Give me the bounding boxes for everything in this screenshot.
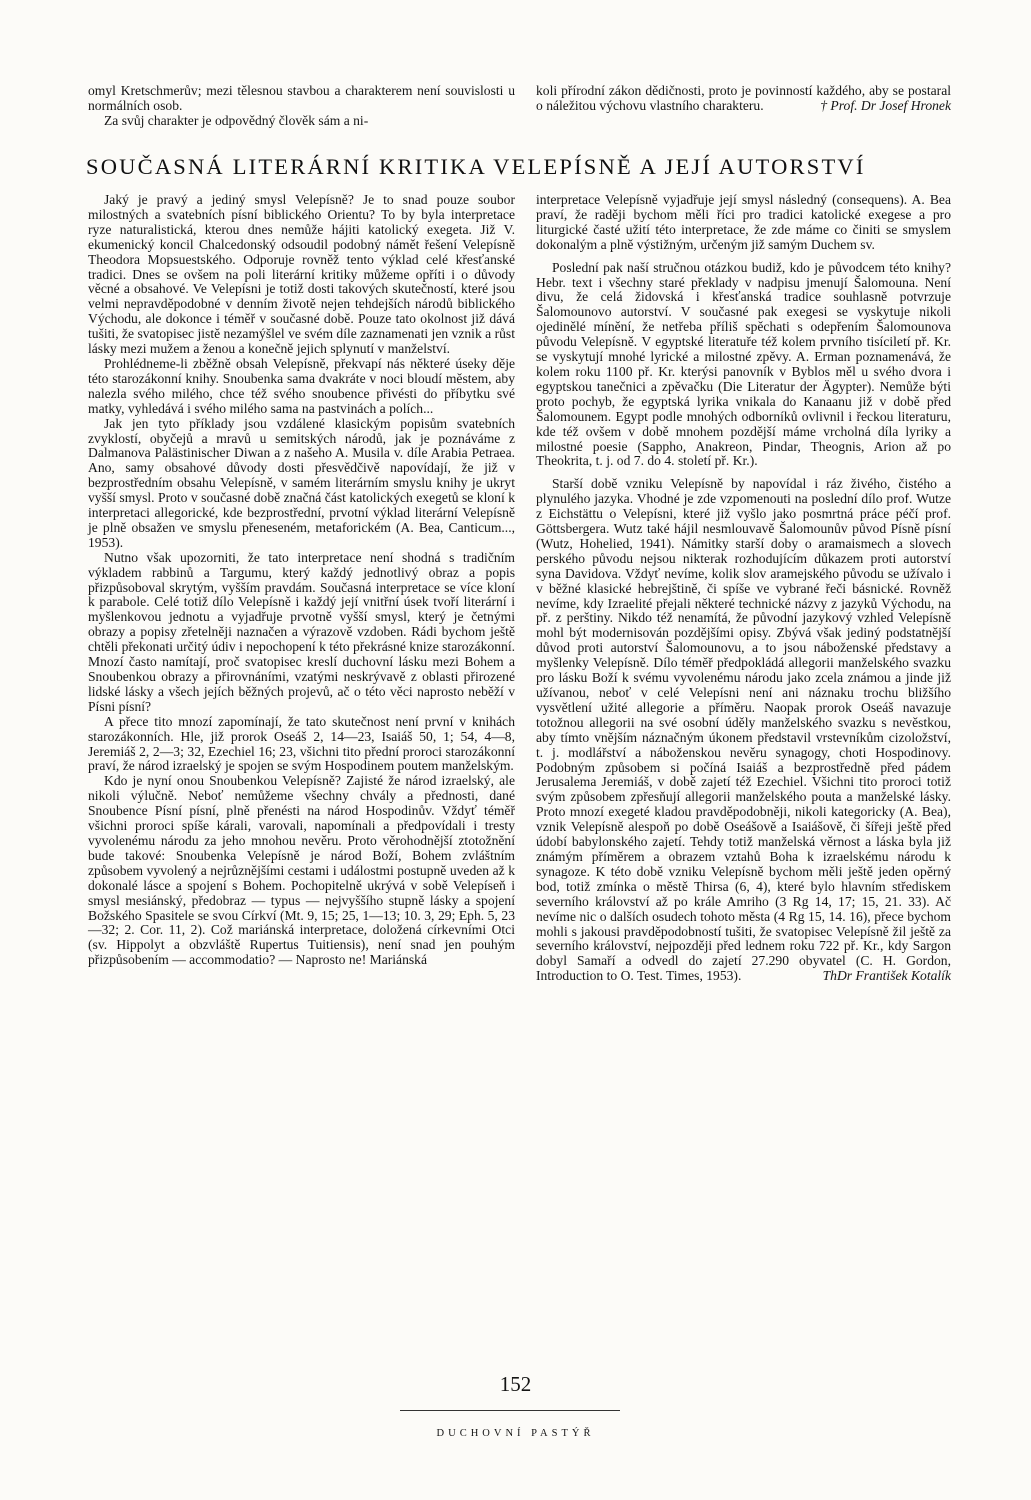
right-paragraph-text: Starší době vzniku Velepísně by napovídal i ráz živého, čistého a plynulého jazyka. Vhodné je zde vzpomenouti na poslední dílo prof. Wutze z Eichstättu o Velepísni, které již vyšlo jako posmrtná práce péčí prof. Göttsbergera. Wutz také hájil nesmlouvavě Šalomounův původ Písně písní (Wutz, Hohelied, 1941). Námitky starší doby o aramaismech a slovech perského původu nejsou nikterak rozhodujícím důkazem proti autorství syna Davidova. Vždyť nevíme, kolik slov aramejského původu se užívalo i v běžné klasické hebrejštině, či spíše ve vybrané řeči básnické. Rovněž nevíme, kdy Izraelité přejali některé technické názvy z jazyků Východu, na př. z perštiny. Nikdo též nenamítá, že původní jazykový vzhled Velepísně mohl být modernisován pozdějšími opisy. Zbývá však jediný podstatnější důvod proti autorství Šalomounovu, a to jsou náboženské představy a myšlenky Velepísně. Dílo téměř předpokládá allegorii manželského svazku pro lásku Boží k svému vyvolenému národu jako zcela známou a jinde již užívanou, neboť v celé Velepísni není ani náznaku trochu bližšího vysvětlení užité allegorie a příměru. Naopak prorok Oseáš navazuje totožnou allegorii na své osobní úděly manželského svazku s nevěstkou, aby tímto vnějším náznačným úkonem představil vrstevníkům cizoložství, t. j. modlářství a náboženskou nevěru synagogy, choti Hospodinovy. Podobným způsobem si počíná Isaiáš a bezprostředně před pádem Jerusalema Jeremiáš, v době zajetí též Ezechiel. Všichni tito proroci totiž svým způsobem zpřesňují allegorii manželského pouta a manželské lásky. Proto mnozí exegeté kladou pravděpodobněji, nikoli kategoricky (A. Bea), vznik Velepísně alespoň po době Oseášově a Isaiášově, či šířeji ještě před údobí babylonského zajetí. Tehdy totiž manželská věrnost a láska byla již známým příměrem a obrazem vztahů Boha k izraelskému národu k synagoze. K této době vzniku Velepísně bychom měli ještě jeden opěrný bod, totiž zmínka o městě Thirsa (6, 4), které bylo hlavním střediskem severního království až po krále Amriho (3 Rg 14, 17; 15, 21. 33). Ač nevíme nic o dalších osudech tohoto města (4 Rg 15, 14. 16), přece bychom mohli s jakousi pravděpodobností tušiti, že svatopisec Velepísně žil ještě za severního království, nejpozději před lednem roku 722 př. Kr., kdy Sargon dobyl Samaří a odvedl do zajetí 27.290 obyvatel (C. H. Gordon, Introduction to O. Test. Times, 1953). bbox=[536, 476, 951, 984]
page-number: 152 bbox=[499, 1372, 532, 1396]
footer-divider bbox=[400, 1410, 620, 1411]
left-paragraph: Jaký je pravý a jediný smysl Velepísně? Je to snad pouze soubor milostných a svatebních písní biblického Orientu? To by byla interpretace ryze naturalistická, kterou dnes nemůže hájiti katolický exegeta. Již V. ekumenický koncil Chalcedonský odsoudil podobný námět řešení Velepísně Theodora Mopsuestského. Odporuje rovněž tento výklad celé křesťanské tradici. Dnes se ovšem na poli literární kritiky můžeme opříti i o důvody věcné a obsahové. Ve Velepísni je totiž dosti takových skutečností, které jsou velmi nepravděpodobné v denním životě nejen tehdejších národů biblického Východu, ale dokonce i téměř v současné době. Pouze tato okolnost již dává tušiti, že svatopisec jistě nezamýšlel ve svém díle zaznamenati jen vznik a růst lásky mezi mužem a ženou a konečně jejich splynutí v manželství. bbox=[88, 192, 515, 357]
top-right-column bbox=[536, 84, 951, 114]
journal-footer: DUCHOVNÍ PASTÝŘ bbox=[436, 1428, 595, 1439]
right-column bbox=[536, 193, 951, 984]
article-title: SOUČASNÁ LITERÁRNÍ KRITIKA VELEPÍSNĚ A JEJÍ AUTORSTVÍ bbox=[86, 154, 866, 179]
right-paragraph bbox=[536, 477, 951, 984]
right-paragraph: Poslední pak naší stručnou otázkou budiž, kdo je původcem této knihy? Hebr. text i všechny staré překlady v nadpisu jmenují Šalomouna. Není divu, že celá židovská i křesťanská tradice souhlasně potvrzuje Šalomounovo autorství. V současné pak exegesi se vyskytuje nikoli ojedinělé mínění, že netřeba příliš spěchati s odepřením Šalomounova původu Velepísně. V egyptské literatuře též kolem prvního tisíciletí př. Kr. se vyskytují mnohé lyrické a milostné zpěvy. A. Erman poznamenává, že kolem roku 1100 př. Kr. kterýsi panovník v Byblos měl u svého dvora i egyptskou tanečnici a zpěvačku (Die Literatur der Ägypter). Nemůže býti proto pochyb, že egyptská lyrika vnikala do Kanaanu již v době před Šalomounem. Egypt podle mnohých odborníků ovlivnil i řeckou literaturu, kde též ovšem v době mnohem pozdější máme vrcholná díla lyriky a milostné poesie (Sappho, Anakreon, Pindar, Theognis, Arion až po Theokrita, t. j. od 7. do 4. století př. Kr.). bbox=[536, 259, 951, 469]
left-paragraph: A přece tito mnozí zapomínají, že tato skutečnost není první v knihách starozákonních. Hle, již prorok Oseáš 2, 14—23, Isaiáš 50, 1; 54, 4—8, Jeremiáš 2, 2—3; 32, Ezechiel 16; 23, všichni tito přední proroci starozákonní praví, že národ izraelský je spojen se svým Hospodinem poutem manželským. bbox=[88, 713, 515, 774]
article-signature: ThDr František Kotalík bbox=[822, 968, 951, 984]
right-paragraph: interpretace Velepísně vyjadřuje její smysl následný (consequens). A. Bea praví, že raději bychom měli říci pro tradici katolické exegese a pro liturgické časté užití této interpretace, že zde máme co činiti se smyslem dokonalým a plně výstižným, určeným již samým Duchem sv. bbox=[536, 192, 951, 252]
top-right-text: koli přírodní zákon dědičnosti, proto je povinností každého, aby se postaral o náležitou výchovu vlastního charakteru. bbox=[536, 83, 951, 113]
top-left-paragraph: omyl Kretschmerův; mezi tělesnou stavbou a charakterem není souvislosti u normálních osob. bbox=[88, 83, 515, 113]
left-column bbox=[88, 193, 515, 968]
left-paragraph: Prohlédneme-li zběžně obsah Velepísně, překvapí nás některé úseky děje této starozákonní knihy. Snoubenka sama dvakráte v noci bloudí městem, aby nalezla svého milého, chce též svého snoubence přivésti do příbytku své matky, vyhledává i svého milého sama na pastvinách a polích... bbox=[88, 355, 515, 416]
top-left-column bbox=[88, 84, 515, 129]
left-paragraph: Nutno však upozorniti, že tato interpretace není shodná s tradičním výkladem rabbinů a Targumu, který každý jednotlivý obraz a popis přizpůsoboval skrytým, vyšším pravdám. Současná interpretace se více kloní k parabole. Celé totiž dílo Velepísně i každý její vnitřní úsek tvoří literární i myšlenkovou jednotu a vyjadřuje prvotně vyšší smysl, který je četnými obrazy a popisy zřetelněji naznačen a výrazově vzdoben. Rádi bychom ještě chtěli překonati určitý údiv i nepochopení k této překrásné knize starozákonní. Mnozí často namítají, proč svatopisec kreslí duchovní lásku mezi Bohem a Snoubenkou obrazy a přirovnáními, vzatými neskrývavě z oblasti přirozené lidské lásky a všech jejích běžných projevů, ač o této věci naprosto neběží v Písni písní? bbox=[88, 549, 515, 714]
previous-article-signature: † Prof. Dr Josef Hronek bbox=[820, 97, 951, 113]
left-paragraph: Jak jen tyto příklady jsou vzdálené klasickým popisům svatebních zvyklostí, obyčejů a mravů u semitských národů, jak je poznáváme z Dalmanova Palästinischer Diwan a z našeho A. Musila v. díle Arabia Petraea. Ano, samy obsahové důvody dosti přesvědčivě napovídají, že již v bezprostředním obsahu Velepísně, v samém literárním smyslu knihy je ukryt vyšší smysl. Proto v současné době značná část katolických exegetů se kloní k interpretaci allegorické, kde bezprostřední, prvotní výklad literární Velepísně je plně obsažen ve smyslu přeneseném, metaforickém (A. Bea, Canticum..., 1953). bbox=[88, 415, 515, 550]
left-paragraph: Kdo je nyní onou Snoubenkou Velepísně? Zajisté že národ izraelský, ale nikoli výlučně. Neboť nemůžeme všechny chvály a přednosti, dané Snoubence Písní písní, plně přenésti na národ Hospodinův. Vždyť téměř všichni proroci spíše kárali, varovali, napomínali a předpovídali i tresty vyvolenému národu za jeho mnohou nevěru. Proto věrohodnější ztotožnění bude takové: Snoubenka Velepísně je národ Boží, Bohem zvláštním způsobem vyvolený a nejrůznějšími cestami i událostmi postupně uveden až k dokonalé lásce a spojení s Bohem. Pochopitelně ukrývá v sobě Velepíseň i smysl mesiánský, předobraz — typus — nejvyššího stupně lásky a spojení Božského Spasitele se svou Církví (Mt. 9, 15; 25, 1—13; 10. 3, 29; Eph. 5, 23—32; 2. Cor. 11, 2). Což mariánská interpretace, doložená církevními Otci (sv. Hippolyt a obzvláště Rupertus Tuitiensis), není snad jen pouhým přizpůsobením — accommodatio? — Naprosto ne! Mariánská bbox=[88, 773, 515, 968]
top-right-paragraph bbox=[536, 84, 951, 114]
top-left-paragraph: Za svůj charakter je odpovědný člověk sám a ni- bbox=[104, 112, 369, 128]
